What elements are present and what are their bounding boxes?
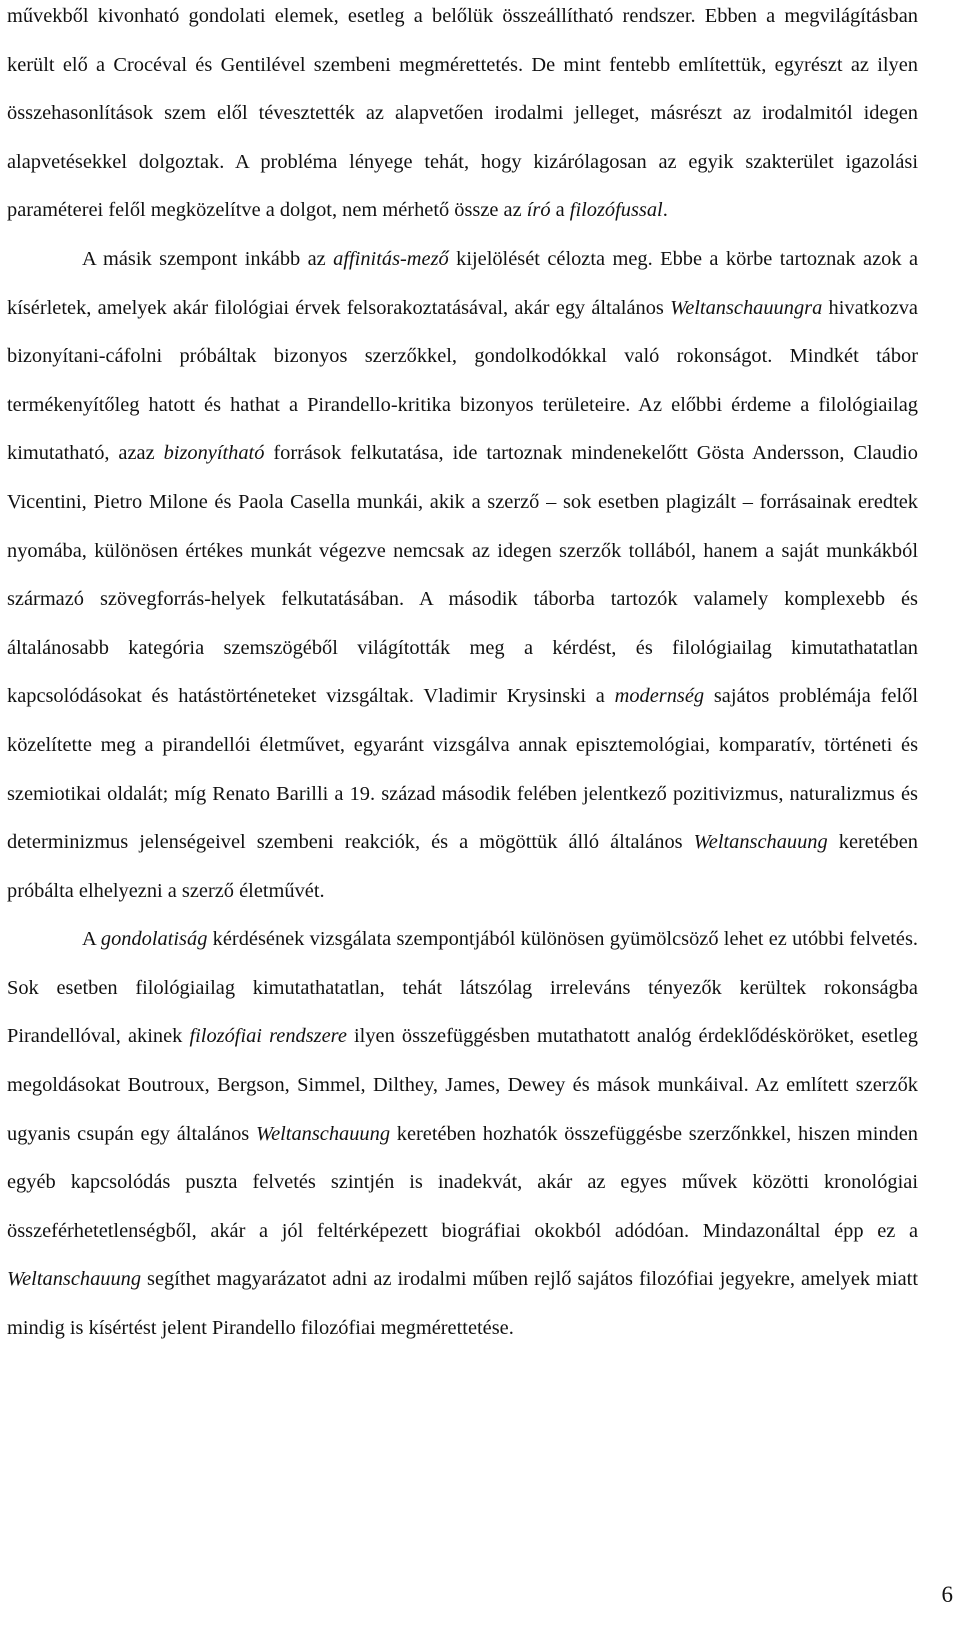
- body-text: [7, 0, 918, 1353]
- italic-text: Weltanschauung: [693, 831, 828, 854]
- italic-text: bizonyítható: [163, 442, 265, 465]
- text-run: keretében hozhatók összefüggésbe szerzőnkkel, hiszen minden egyéb kapcsolódás puszta felvetés szintjén is inadekvát, akár az egyes művek közötti kronológiai összeférhetetlenségből, akár a jól feltérképezett biográfiai okokból adódóan. Mindazonáltal épp ez a: [7, 1122, 918, 1242]
- text-run: A másik szempont inkább az: [82, 247, 334, 270]
- text-run: hivatkozva bizonyítani-cáfolni próbáltak bizonyos szerzőkkel, gondolkodókkal való rokonságot. Mindkét tábor termékenyítőleg hatott és hathat a Pirandello-kritika bizonyos területeire. Az előbbi érdeme a filológiailag kimutatható, azaz: [7, 296, 918, 465]
- text-run: A: [82, 928, 101, 951]
- italic-text: gondolatiság: [100, 928, 208, 951]
- italic-text: Weltanschauung: [255, 1122, 391, 1145]
- italic-text: Weltanschauungra: [670, 296, 823, 319]
- italic-text: Weltanschauung: [7, 1268, 142, 1291]
- text-run: kijelölését célozta meg. Ebbe a körbe tartoznak azok a kísérletek, amelyek akár filológiai érvek felsorakoztatásával, akár egy általános: [7, 247, 918, 319]
- text-run: művekből kivonható gondolati elemek, esetleg a belőlük összeállítható rendszer. Ebben a megvilágításban került elő a Crocéval és Gentilével szembeni megmérettetés. De mint fentebb említettük, egyrészt az ilyen összehasonlítások szem elől tévesztették az alapvetően irodalmi jelleget, másrészt az irodalmitól idegen alapvetésekkel dolgoztak. A probléma lényege tehát, hogy kizárólagosan az egyik szakterület igazolási paraméterei felől megközelítve a dolgot, nem mérhető össze az: [7, 5, 918, 222]
- italic-text: modernség: [614, 685, 705, 708]
- text-run: a: [550, 199, 570, 222]
- italic-text: filozófussal: [569, 199, 663, 222]
- text-run: sajátos problémája felől közelítette meg a pirandellói életművet, egyaránt vizsgálva annak episztemológiai, komparatív, történeti és szemiotikai oldalát; míg Renato Barilli a 19. század második felében jelentkező pozitivizmus, naturalizmus és determinizmus jelenségeivel szembeni reakciók, és a mögöttük álló általános: [7, 685, 918, 854]
- text-run: segíthet magyarázatot adni az irodalmi műben rejlő sajátos filozófiai jegyekre, amelyek miatt mindig is kísértést jelent Pirandello filozófiai megmérettetése.: [7, 1268, 918, 1340]
- paragraph: [7, 235, 918, 915]
- text-run: kérdésének vizsgálata szempontjából különösen gyümölcsöző lehet ez utóbbi felvetés. Sok esetben filológiailag kimutathatatlan, tehát látszólag irreleváns tényezők kerültek rokonságba Pirandellóval, akinek: [7, 928, 918, 1048]
- text-run: források felkutatása, ide tartoznak mindenekelőtt Gösta Andersson, Claudio Vicentini, Pietro Milone és Paola Casella munkái, akik a szerző – sok esetben plagizált – forrásainak eredtek nyomába, különösen értékes munkát végezve nemcsak az idegen szerzők tollából, hanem a saját munkákból származó szövegforrás-helyek felkutatásában. A második táborba tartozók valamely komplexebb és általánosabb kategória szemszögéből világították meg a kérdést, és filológiailag kimutathatatlan kapcsolódásokat és hatástörténeteket vizsgáltak. Vladimir Krysinski a: [7, 442, 918, 708]
- text-run: .: [662, 199, 668, 222]
- text-run: ilyen összefüggésben mutathatott analóg érdeklődésköröket, esetleg megoldásokat Boutroux, Bergson, Simmel, Dilthey, James, Dewey és mások munkáival. Az említett szerzők ugyanis csupán egy általános: [7, 1025, 918, 1145]
- italic-text: író: [526, 199, 551, 222]
- paragraph: [7, 0, 918, 235]
- italic-text: filozófiai rendszere: [189, 1025, 347, 1048]
- text-run: keretében próbálta elhelyezni a szerző életművét.: [7, 831, 918, 902]
- paragraph: [7, 915, 918, 1352]
- page-number: 6: [941, 1582, 953, 1607]
- italic-text: affinitás-mező: [333, 247, 449, 270]
